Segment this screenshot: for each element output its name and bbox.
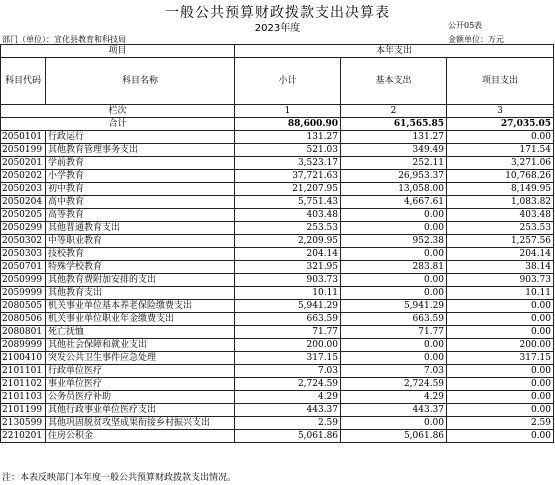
subtotal-cell: 317.15 [235,352,341,365]
subject-name-cell: 行政单位医疗 [46,365,235,378]
form-number: 公开05表 [448,21,483,30]
basic-expense-cell: 349.49 [341,144,447,157]
project-expense-cell: 10,768.26 [447,170,554,183]
total-project: 27,035.05 [447,118,554,131]
subject-name-cell: 高等教育 [46,209,235,222]
total-row [1,118,554,131]
subject-code-cell: 2050299 [1,222,46,235]
subject-code-cell: 2100410 [1,352,46,365]
total-subtotal: 88,600.90 [235,118,341,131]
table-row [1,170,554,183]
basic-expense-cell: 26,953.37 [341,170,447,183]
subject-name-cell: 初中教育 [46,183,235,196]
subject-name-cell: 其他巩固脱贫攻坚成果衔接乡村振兴支出 [46,417,235,430]
basic-expense-cell: 4.29 [341,391,447,404]
table-row [1,365,554,378]
subject-name-cell: 学前教育 [46,157,235,170]
project-expense-cell: 2.59 [447,417,554,430]
subject-name-cell: 其他普通教育支出 [46,222,235,235]
subtotal-cell: 200.00 [235,339,341,352]
table-row [1,430,554,443]
subject-name-cell: 特殊学校教育 [46,261,235,274]
subtotal-cell: 2,724.59 [235,378,341,391]
subtotal-cell: 3,523.17 [235,157,341,170]
basic-expense-cell: 663.59 [341,313,447,326]
subject-code-cell: 2050199 [1,144,46,157]
subtotal-cell: 5,941.29 [235,300,341,313]
column-order-row [1,105,554,118]
subject-name-cell: 其他教育支出 [46,287,235,300]
header-subtotal: 小计 [235,58,341,105]
project-expense-cell: 0.00 [447,378,554,391]
subject-code-cell: 2050999 [1,274,46,287]
project-expense-cell: 38.14 [447,261,554,274]
subtotal-cell: 2,209.95 [235,235,341,248]
report-title: 一般公共预算财政拨款支出决算表 [165,5,390,21]
table-row [1,404,554,417]
basic-expense-cell: 0.00 [341,287,447,300]
subject-name-cell: 机关事业单位职业年金缴费支出 [46,313,235,326]
project-expense-cell: 3,271.06 [447,157,554,170]
subject-name-cell: 住房公积金 [46,430,235,443]
table-row [1,391,554,404]
subject-code-cell: 2080506 [1,313,46,326]
subtotal-cell: 37,721.63 [235,170,341,183]
subject-code-cell: 2050205 [1,209,46,222]
subject-name-cell: 行政运行 [46,131,235,144]
project-expense-cell: 8,149.95 [447,183,554,196]
subject-name-cell: 事业单位医疗 [46,378,235,391]
subtotal-cell: 663.59 [235,313,341,326]
subtotal-cell: 21,207.95 [235,183,341,196]
project-expense-cell: 200.00 [447,339,554,352]
project-expense-cell: 0.00 [447,365,554,378]
table-row [1,300,554,313]
column-order-label: 栏次 [1,105,235,118]
subject-code-cell: 2080801 [1,326,46,339]
header-project: 项目 [1,45,235,58]
subject-code-cell: 2050203 [1,183,46,196]
subject-code-cell: 2080505 [1,300,46,313]
table-row [1,313,554,326]
subtotal-cell: 321.95 [235,261,341,274]
project-expense-cell: 0.00 [447,404,554,417]
header-row-1 [1,45,554,58]
subject-code-cell: 2130599 [1,417,46,430]
subtotal-cell: 10.11 [235,287,341,300]
subject-name-cell: 高中教育 [46,196,235,209]
project-expense-cell: 1,083.82 [447,196,554,209]
basic-expense-cell: 4,667.61 [341,196,447,209]
subject-name-cell: 突发公共卫生事件应急处理 [46,352,235,365]
subject-code-cell: 2050202 [1,170,46,183]
unit-label: 金额单位：万元 [448,35,504,44]
basic-expense-cell: 131.27 [341,131,447,144]
subtotal-cell: 131.27 [235,131,341,144]
subject-code-cell: 2101103 [1,391,46,404]
basic-expense-cell: 5,941.29 [341,300,447,313]
column-number-3: 3 [447,105,554,118]
subtotal-cell: 253.53 [235,222,341,235]
project-expense-cell: 0.00 [447,326,554,339]
project-expense-cell: 403.48 [447,209,554,222]
subject-name-cell: 其他教育管理事务支出 [46,144,235,157]
report-year: 2023年度 [254,23,301,34]
subtotal-cell: 5,751.43 [235,196,341,209]
table-row [1,144,554,157]
total-label: 合计 [1,118,235,131]
subject-name-cell: 死亡抚恤 [46,326,235,339]
basic-expense-cell: 0.00 [341,417,447,430]
table-row [1,326,554,339]
expenditure-table [0,44,554,443]
table-row [1,274,554,287]
table-row [1,417,554,430]
basic-expense-cell: 283.81 [341,261,447,274]
basic-expense-cell: 0.00 [341,222,447,235]
table-row [1,261,554,274]
subtotal-cell: 903.73 [235,274,341,287]
subject-code-cell: 2101102 [1,378,46,391]
project-expense-cell: 171.54 [447,144,554,157]
subject-code-cell: 2050302 [1,235,46,248]
basic-expense-cell: 443.37 [341,404,447,417]
basic-expense-cell: 0.00 [341,339,447,352]
basic-expense-cell: 5,061.86 [341,430,447,443]
basic-expense-cell: 2,724.59 [341,378,447,391]
subtotal-cell: 4.29 [235,391,341,404]
subject-name-cell: 中等职业教育 [46,235,235,248]
project-expense-cell: 0.00 [447,131,554,144]
header-current-year-expense: 本年支出 [235,45,554,58]
subtotal-cell: 7.03 [235,365,341,378]
subtotal-cell: 403.48 [235,209,341,222]
table-row [1,339,554,352]
table-row [1,157,554,170]
column-number-1: 1 [235,105,341,118]
project-expense-cell: 0.00 [447,391,554,404]
project-expense-cell: 903.73 [447,274,554,287]
total-basic: 61,565.85 [341,118,447,131]
table-row [1,248,554,261]
subject-code-cell: 2210201 [1,430,46,443]
basic-expense-cell: 0.00 [341,248,447,261]
project-expense-cell: 0.00 [447,313,554,326]
subject-code-cell: 2050701 [1,261,46,274]
table-note: 注：本表反映部门本年度一般公共预算财政拨款支出情况。 [2,473,237,483]
project-expense-cell: 0.00 [447,430,554,443]
subtotal-cell: 71.77 [235,326,341,339]
project-expense-cell: 317.15 [447,352,554,365]
subtotal-cell: 2.59 [235,417,341,430]
project-expense-cell: 204.14 [447,248,554,261]
subject-code-cell: 2050101 [1,131,46,144]
header-row-2 [1,58,554,105]
basic-expense-cell: 7.03 [341,365,447,378]
subtotal-cell: 5,061.86 [235,430,341,443]
subject-code-cell: 2050201 [1,157,46,170]
subject-name-cell: 公务员医疗补助 [46,391,235,404]
subject-code-cell: 2101101 [1,365,46,378]
subject-code-cell: 2050303 [1,248,46,261]
basic-expense-cell: 252.11 [341,157,447,170]
project-expense-cell: 253.53 [447,222,554,235]
basic-expense-cell: 952.38 [341,235,447,248]
subject-name-cell: 其他行政事业单位医疗支出 [46,404,235,417]
basic-expense-cell: 71.77 [341,326,447,339]
table-row [1,131,554,144]
table-row [1,222,554,235]
header-subject-code: 科目代码 [1,58,46,105]
subject-code-cell: 2101199 [1,404,46,417]
table-row [1,352,554,365]
table-row [1,378,554,391]
header-basic-expense: 基本支出 [341,58,447,105]
project-expense-cell: 0.00 [447,300,554,313]
basic-expense-cell: 0.00 [341,209,447,222]
project-expense-cell: 10.11 [447,287,554,300]
table-row [1,183,554,196]
subject-name-cell: 其他教育费附加安排的支出 [46,274,235,287]
subtotal-cell: 443.37 [235,404,341,417]
basic-expense-cell: 0.00 [341,352,447,365]
table-row [1,235,554,248]
project-expense-cell: 1,257.56 [447,235,554,248]
department-label: 部门（单位）：宣化县教育和科技局 [2,35,126,44]
header-subject-name: 科目名称 [46,58,235,105]
header-project-expense: 项目支出 [447,58,554,105]
subject-name-cell: 其他社会保障和就业支出 [46,339,235,352]
table-row [1,209,554,222]
basic-expense-cell: 0.00 [341,274,447,287]
subject-code-cell: 2050204 [1,196,46,209]
subtotal-cell: 521.03 [235,144,341,157]
subject-name-cell: 机关事业单位基本养老保险缴费支出 [46,300,235,313]
basic-expense-cell: 13,058.00 [341,183,447,196]
subject-code-cell: 2089999 [1,339,46,352]
subject-name-cell: 小学教育 [46,170,235,183]
subject-name-cell: 技校教育 [46,248,235,261]
subtotal-cell: 204.14 [235,248,341,261]
table-row [1,196,554,209]
column-number-2: 2 [341,105,447,118]
subject-code-cell: 2059999 [1,287,46,300]
table-row [1,287,554,300]
